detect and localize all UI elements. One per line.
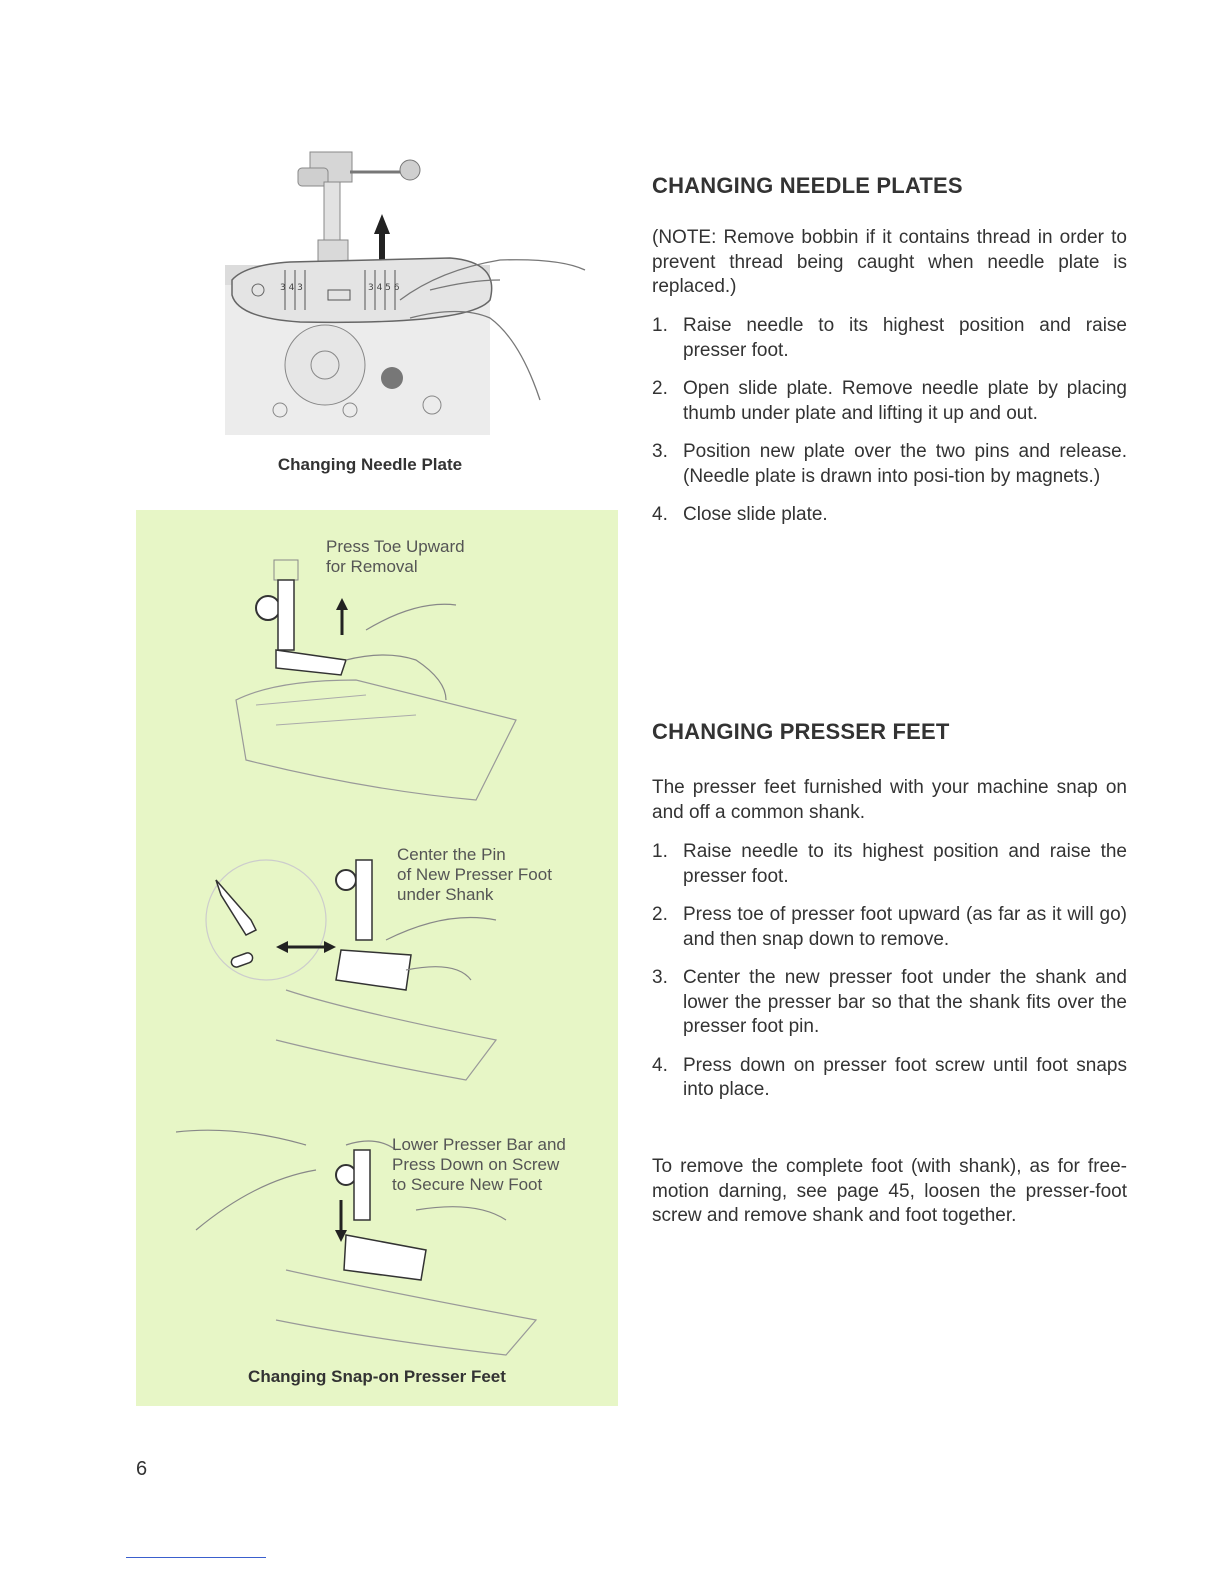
step-text: Raise needle to its highest position and raise presser foot. <box>683 315 1127 361</box>
heading-changing-presser-feet: CHANGING PRESSER FEET <box>652 719 950 744</box>
presser-feet-panel <box>136 510 618 1406</box>
step-number: 1. <box>652 315 668 336</box>
step-number: 4. <box>652 504 668 525</box>
step-text: Open slide plate. Remove needle plate by placing thumb under plate and lifting it up and out. <box>683 378 1127 424</box>
figure-caption-needle-plate: Changing Needle Plate <box>277 455 463 474</box>
step-text: Press toe of presser foot upward (as far as it will go) and then snap down to remove. <box>683 904 1127 950</box>
list-item <box>652 966 1127 1040</box>
list-item <box>652 377 1127 426</box>
step-number: 4. <box>652 1054 668 1076</box>
step-number: 2. <box>652 378 668 399</box>
step-number: 1. <box>652 841 668 862</box>
callout-center-pin: Center the Pin of New Presser Foot under Shank <box>397 845 552 904</box>
step-text: Raise needle to its highest position and raise the presser foot. <box>683 841 1127 887</box>
step-text: Close slide plate. <box>683 504 828 525</box>
step-number: 3. <box>652 441 668 462</box>
list-item <box>652 440 1127 489</box>
page-number: 6 <box>136 1458 148 1480</box>
step-number: 3. <box>652 967 668 988</box>
press-toe-illustration <box>216 550 546 810</box>
presser-feet-steps <box>652 840 1127 1117</box>
list-item <box>652 503 1127 528</box>
plate-marks-left: 3 4 3 <box>280 283 303 293</box>
footer-divider <box>126 1557 266 1558</box>
presser-feet-intro: The presser feet furnished with your machine snap on and off a common shank. <box>652 777 1127 823</box>
callout-lower-presser-bar: Lower Presser Bar and Press Down on Screw to Secure New Foot <box>392 1135 566 1194</box>
step-text: Center the new presser foot under the shank and lower the presser bar so that the shank fits over the presser foot pin. <box>683 967 1127 1037</box>
step-number: 2. <box>652 904 668 925</box>
list-item <box>652 903 1127 952</box>
heading-changing-needle-plates: CHANGING NEEDLE PLATES <box>652 173 963 198</box>
step-text: Position new plate over the two pins and release. (Needle plate is drawn into posi-tion by magnets.) <box>683 441 1127 487</box>
needle-plate-note: (NOTE: Remove bobbin if it contains thread in order to prevent thread being caught when needle plate is replaced.) <box>652 227 1127 297</box>
step-text: Press down on presser foot screw until foot snaps into place. <box>683 1054 1127 1100</box>
list-item <box>652 314 1127 363</box>
list-item <box>652 840 1127 889</box>
remove-foot-note: To remove the complete foot (with shank), as for free-motion darning, see page 45, loosen the presser-foot screw and remove shank and foot together. <box>652 1156 1127 1226</box>
list-item <box>652 1054 1127 1103</box>
needle-plate-steps <box>652 314 1127 542</box>
figure-caption-presser-feet: Changing Snap-on Presser Feet <box>248 1367 506 1386</box>
plate-marks-right: 3 4 5 6 <box>368 283 400 293</box>
callout-press-toe: Press Toe Upward for Removal <box>326 537 465 576</box>
needle-plate-illustration <box>200 140 600 440</box>
